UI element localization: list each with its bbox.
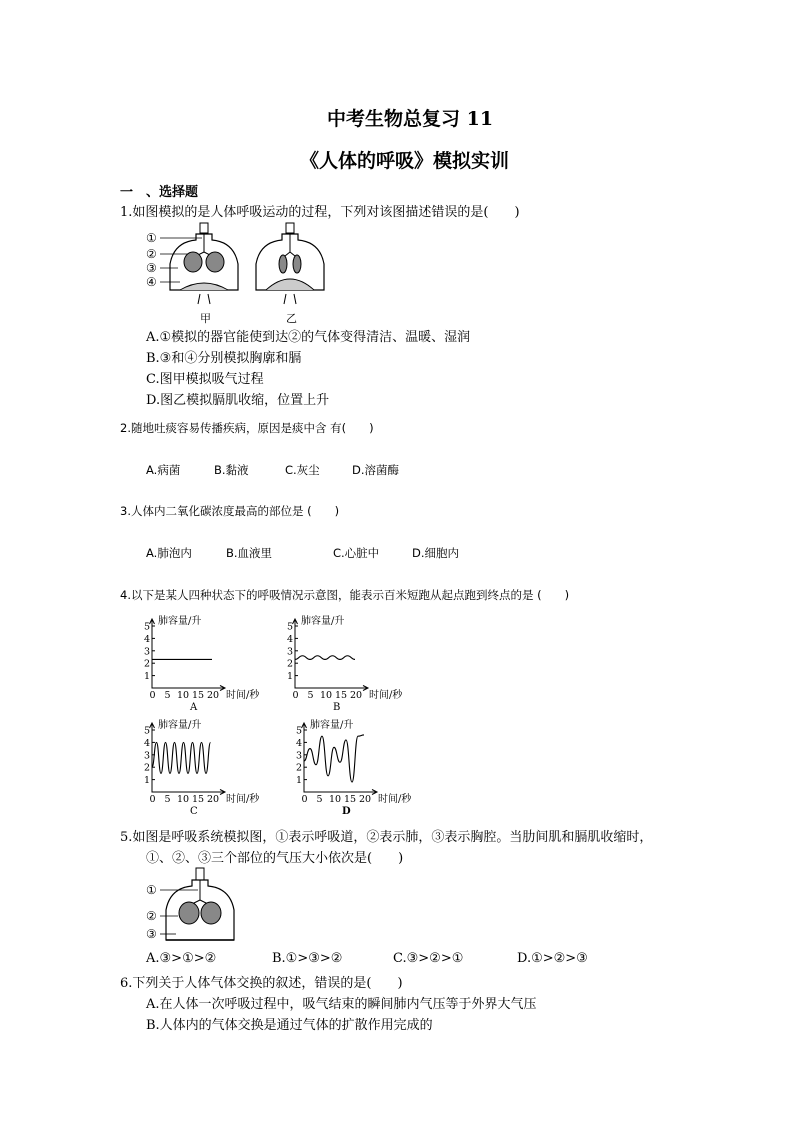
question-2-stem: 2.随地吐痰容易传播疾病，原因是痰中含 有( ) bbox=[120, 421, 374, 435]
y-tick-label: 3 bbox=[144, 750, 151, 762]
q5-option-c: C.③>②>① bbox=[393, 951, 464, 966]
axes bbox=[304, 724, 376, 792]
q1-bell-jar-figure bbox=[140, 220, 340, 328]
q5-label-3: ③ bbox=[146, 927, 157, 941]
q5-label-1: ① bbox=[146, 883, 157, 897]
x-tick-label: 15 bbox=[192, 794, 205, 805]
chart-a bbox=[140, 612, 260, 712]
x-tick-label: 15 bbox=[344, 794, 357, 805]
chart-c bbox=[140, 716, 260, 822]
q1-label-4: ④ bbox=[146, 275, 157, 289]
q1-option-d: D.图乙模拟膈肌收缩，位置上升 bbox=[146, 393, 330, 408]
page-subtitle: 《人体的呼吸》模拟实训 bbox=[300, 150, 510, 172]
x-tick-label: 10 bbox=[177, 794, 190, 805]
x-tick-label: 5 bbox=[164, 794, 171, 805]
q5-option-b: B.①>③>② bbox=[272, 951, 343, 966]
y-tick-label: 5 bbox=[144, 725, 151, 737]
x-tick-label: 0 bbox=[149, 794, 156, 805]
y-axis-label: 肺容量/升 bbox=[158, 720, 202, 731]
y-tick-label: 3 bbox=[287, 646, 294, 658]
x-tick-label: 5 bbox=[316, 794, 323, 805]
x-tick-label: 20 bbox=[359, 794, 372, 805]
x-axis-label: 时间/秒 bbox=[378, 794, 412, 805]
q5-option-d: D.①>②>③ bbox=[517, 951, 588, 966]
q2-option-d: D.溶菌酶 bbox=[352, 463, 400, 477]
y-tick-label: 2 bbox=[144, 658, 151, 670]
panel-label: B bbox=[333, 702, 341, 712]
x-tick-label: 10 bbox=[329, 794, 342, 805]
series-line bbox=[304, 735, 364, 782]
q2-option-b: B.黏液 bbox=[214, 463, 249, 477]
chart-b bbox=[283, 612, 403, 712]
x-tick-label: 20 bbox=[207, 690, 220, 701]
section-heading: 一 、选择题 bbox=[120, 185, 199, 200]
y-tick-label: 2 bbox=[144, 762, 151, 774]
q5-bell-jar-figure bbox=[140, 866, 240, 946]
x-axis-label: 时间/秒 bbox=[369, 690, 403, 701]
y-tick-label: 1 bbox=[144, 775, 151, 787]
y-tick-label: 5 bbox=[296, 725, 303, 737]
x-axis-label: 时间/秒 bbox=[226, 794, 260, 805]
x-axis-label: 时间/秒 bbox=[226, 690, 260, 701]
x-tick-label: 10 bbox=[177, 690, 190, 701]
x-tick-label: 0 bbox=[292, 690, 299, 701]
q1-label-1: ① bbox=[146, 231, 157, 245]
q5-label-2: ② bbox=[146, 909, 157, 923]
y-tick-label: 3 bbox=[144, 646, 151, 658]
jar-yi bbox=[256, 223, 324, 304]
x-tick-label: 5 bbox=[164, 690, 171, 701]
y-tick-label: 2 bbox=[287, 658, 294, 670]
x-tick-label: 0 bbox=[149, 690, 156, 701]
series-line bbox=[152, 742, 211, 773]
panel-label: C bbox=[190, 806, 198, 817]
q3-option-c: C.心脏中 bbox=[333, 546, 380, 560]
y-tick-label: 1 bbox=[287, 671, 294, 683]
q1-option-c: C.图甲模拟吸气过程 bbox=[146, 372, 264, 387]
q1-option-a: A.①模拟的器官能使到达②的气体变得清洁、温暖、湿润 bbox=[146, 330, 471, 345]
x-tick-label: 20 bbox=[207, 794, 220, 805]
x-tick-label: 20 bbox=[350, 690, 363, 701]
y-tick-label: 1 bbox=[144, 671, 151, 683]
q1-option-b: B.③和④分别模拟胸廓和膈 bbox=[146, 351, 302, 366]
q2-option-c: C.灰尘 bbox=[285, 463, 320, 477]
x-tick-label: 15 bbox=[192, 690, 205, 701]
question-5-stem: 5.如图是呼吸系统模拟图，①表示呼吸道，②表示肺，③表示胸腔。当肋间肌和膈肌收缩时， bbox=[120, 830, 653, 845]
q3-option-d: D.细胞内 bbox=[412, 546, 460, 560]
panel-label: A bbox=[190, 702, 198, 712]
y-tick-label: 4 bbox=[144, 633, 151, 645]
question-5-stem-cont: ①、②、③三个部位的气压大小依次是( ) bbox=[146, 851, 404, 866]
y-axis-label: 肺容量/升 bbox=[310, 720, 354, 731]
y-tick-label: 4 bbox=[296, 737, 303, 749]
y-tick-label: 5 bbox=[287, 621, 294, 633]
axes bbox=[152, 620, 224, 688]
q6-option-a: A.在人体一次呼吸过程中，吸气结束的瞬间肺内气压等于外界大气压 bbox=[146, 997, 537, 1012]
page-title: 中考生物总复习 11 bbox=[327, 108, 494, 130]
fig-yi-label: 乙 bbox=[286, 312, 297, 325]
question-3-stem: 3.人体内二氧化碳浓度最高的部位是 ( ) bbox=[120, 504, 340, 518]
y-tick-label: 4 bbox=[144, 737, 151, 749]
q3-option-a: A.肺泡内 bbox=[146, 546, 192, 560]
x-tick-label: 0 bbox=[301, 794, 308, 805]
x-tick-label: 15 bbox=[335, 690, 348, 701]
chart-d bbox=[292, 716, 412, 822]
y-tick-label: 3 bbox=[296, 750, 303, 762]
series-line bbox=[295, 656, 355, 660]
q3-option-b: B.血液里 bbox=[226, 546, 273, 560]
x-tick-label: 10 bbox=[320, 690, 333, 701]
y-tick-label: 4 bbox=[287, 633, 294, 645]
question-6-stem: 6.下列关于人体气体交换的叙述，错误的是( ) bbox=[120, 976, 403, 991]
y-axis-label: 肺容量/升 bbox=[158, 616, 202, 627]
axes bbox=[295, 620, 367, 688]
q5-option-a: A.③>①>② bbox=[146, 951, 217, 966]
question-1-stem: 1.如图模拟的是人体呼吸运动的过程，下列对该图描述错误的是( ) bbox=[120, 205, 520, 220]
y-tick-label: 2 bbox=[296, 762, 303, 774]
y-tick-label: 5 bbox=[144, 621, 151, 633]
y-tick-label: 1 bbox=[296, 775, 303, 787]
question-4-stem: 4.以下是某人四种状态下的呼吸情况示意图，能表示百米短跑从起点跑到终点的是 ( ) bbox=[120, 588, 570, 602]
x-tick-label: 5 bbox=[307, 690, 314, 701]
q2-option-a: A.病菌 bbox=[146, 463, 181, 477]
q1-label-3: ③ bbox=[146, 261, 157, 275]
jar-jia bbox=[170, 223, 238, 304]
q1-label-2: ② bbox=[146, 247, 157, 261]
panel-label: D bbox=[342, 806, 351, 817]
q6-option-b: B.人体内的气体交换是通过气体的扩散作用完成的 bbox=[146, 1018, 433, 1033]
fig-jia-label: 甲 bbox=[200, 312, 211, 325]
y-axis-label: 肺容量/升 bbox=[301, 616, 345, 627]
